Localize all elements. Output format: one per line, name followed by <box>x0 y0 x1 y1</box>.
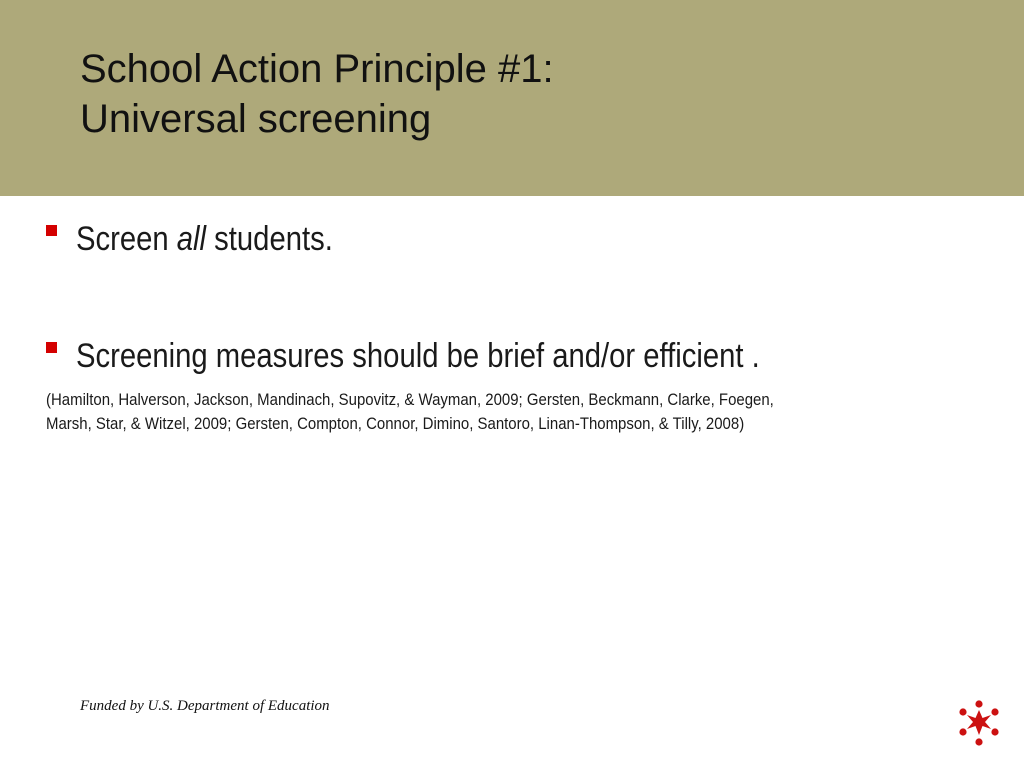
bullet-item-screen-all <box>46 220 375 259</box>
slide-title-line-1: School Action Principle #1: <box>80 47 554 91</box>
people-circle-logo-icon <box>954 698 1004 748</box>
citation-line-2: Marsh, Star, & Witzel, 2009; Gersten, Compton, Connor, Dimino, Santoro, Linan-Thompson, & Tilly, 2008) <box>46 414 745 433</box>
citation-text <box>46 388 966 436</box>
bullet-text-prefix: Screen <box>76 220 177 258</box>
slide-title-line-2: Universal screening <box>80 97 432 141</box>
bullet-item-screening-measures <box>46 337 871 376</box>
bullet-marker-icon <box>46 225 57 236</box>
bullet-text-emphasis: all <box>176 220 207 258</box>
citation-line-1: (Hamilton, Halverson, Jackson, Mandinach, Supovitz, & Wayman, 2009; Gersten, Beckmann, Clarke, Foegen, <box>46 390 774 409</box>
slide-title <box>80 44 554 144</box>
bullet-text: Screening measures should be brief and/or efficient . <box>76 337 760 375</box>
bullet-text <box>76 220 333 259</box>
funding-footer: Funded by U.S. Department of Education <box>80 698 330 714</box>
bullet-text-suffix: students. <box>206 220 333 258</box>
bullet-marker-icon <box>46 342 57 353</box>
title-banner <box>0 0 1024 196</box>
